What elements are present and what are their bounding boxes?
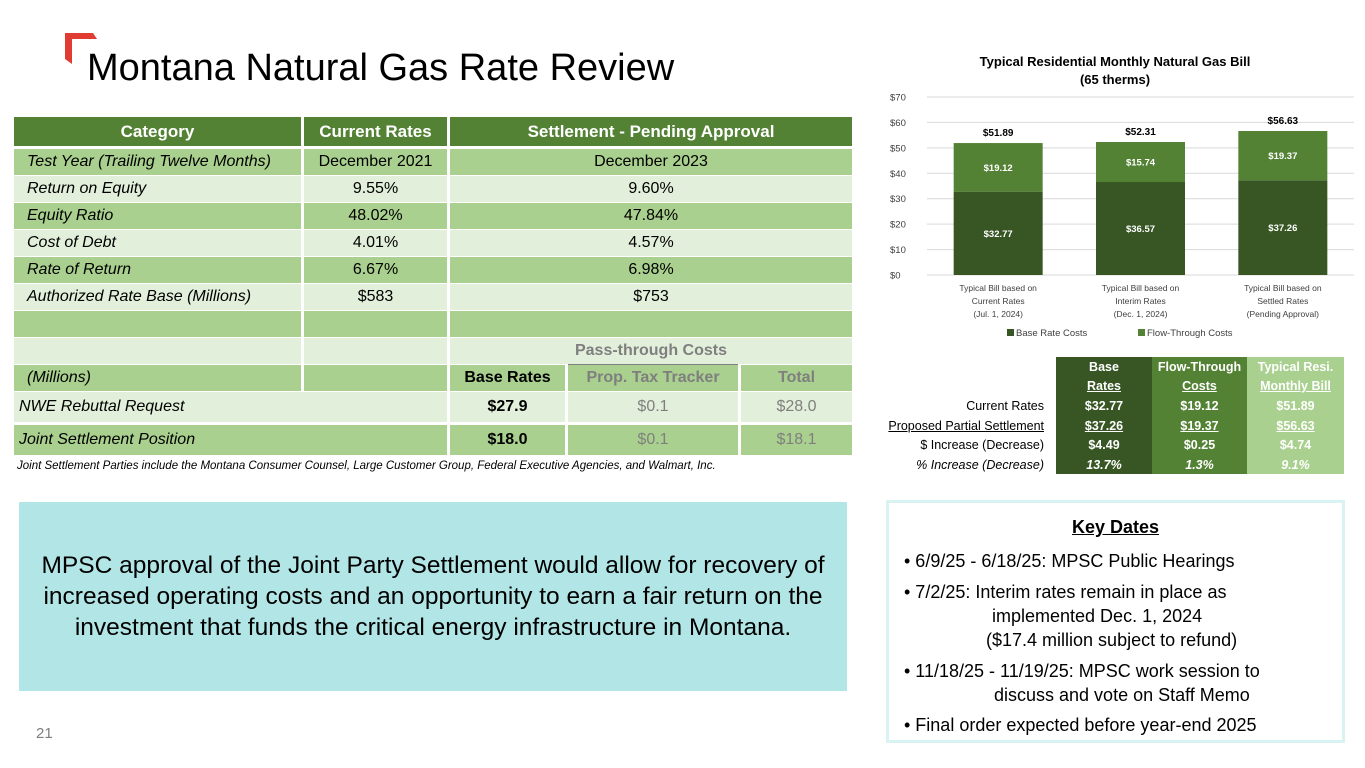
header-current-rates: Current Rates [304, 117, 447, 146]
row-current: 48.02% [304, 203, 447, 229]
key-date-item: • 11/18/25 - 11/19/25: MPSC work session to [904, 661, 1260, 681]
legend-swatch [1138, 329, 1145, 336]
request-label: NWE Rebuttal Request [14, 392, 447, 422]
table-header-row [14, 117, 852, 146]
bar-data-label: $37.26 [1268, 223, 1298, 235]
key-dates-box [886, 500, 1345, 743]
y-tick-label: $50 [890, 143, 906, 155]
x-tick-label: Settled Rates [1257, 296, 1309, 306]
page-title: Montana Natural Gas Rate Review [87, 47, 675, 89]
row-settlement: 6.98% [450, 257, 852, 283]
row-current: December 2021 [304, 149, 447, 175]
request-tracker: $0.1 [568, 425, 738, 455]
settlement-footnote: Joint Settlement Parties include the Montana Consumer Counsel, Large Customer Group, Federal Executive Agencies, and Walmart, Inc. [17, 460, 716, 472]
row-category: Rate of Return [14, 257, 301, 283]
bill-cell: $0.25 [1183, 438, 1216, 452]
bar-total-label: $52.31 [1125, 126, 1156, 138]
bill-chart [870, 50, 1360, 350]
x-tick-label: Current Rates [971, 296, 1025, 306]
callout-text: MPSC approval of the Joint Party Settlement would allow for recovery of increased operating costs and an opportunity to earn a fair return on the investment that funds the critical energy infrastructure in Montana. [41, 552, 825, 641]
legend-label: Flow-Through Costs [1147, 328, 1233, 339]
pass-through-label: Pass-through Costs [450, 338, 852, 364]
row-category: Return on Equity [14, 176, 301, 202]
key-date-item: • Final order expected before year-end 2025 [904, 715, 1257, 735]
request-base: $18.0 [450, 425, 565, 455]
key-date-item-continued: ($17.4 million subject to refund) [986, 630, 1238, 650]
row-current: 4.01% [304, 230, 447, 256]
request-tracker: $0.1 [568, 392, 738, 422]
empty-cell [304, 338, 447, 364]
y-tick-label: $20 [890, 219, 906, 231]
table-row [14, 284, 852, 310]
empty-cell [14, 338, 301, 364]
x-tick-label: Typical Bill based on [1244, 283, 1322, 293]
bill-summary-table [870, 357, 1350, 475]
key-date-item-continued: implemented Dec. 1, 2024 [992, 606, 1203, 626]
bill-cell: $51.89 [1276, 399, 1315, 413]
table-row [14, 203, 852, 229]
table-row [14, 176, 852, 202]
sub-header-prop-tax: Prop. Tax Tracker [568, 365, 738, 391]
x-tick-label: Typical Bill based on [959, 283, 1037, 293]
bill-row-label: $ Increase (Decrease) [920, 438, 1044, 452]
bill-row-label: % Increase (Decrease) [916, 458, 1044, 472]
y-tick-label: $10 [890, 245, 906, 257]
sub-header-base-rates: Base Rates [450, 365, 565, 391]
row-category: Authorized Rate Base (Millions) [14, 284, 301, 310]
empty-cell [304, 311, 447, 337]
legend-swatch [1007, 329, 1014, 336]
table-row [14, 425, 852, 455]
request-total: $18.1 [741, 425, 852, 455]
empty-cell [14, 311, 301, 337]
row-category: Test Year (Trailing Twelve Months) [14, 149, 301, 175]
sub-header-total: Total [741, 365, 852, 391]
row-settlement: 4.57% [450, 230, 852, 256]
row-settlement: $753 [450, 284, 852, 310]
empty-cell [304, 365, 447, 391]
request-base: $27.9 [450, 392, 565, 422]
x-tick-label: (Pending Approval) [1246, 309, 1319, 319]
x-tick-label: Interim Rates [1115, 296, 1166, 306]
row-settlement: 9.60% [450, 176, 852, 202]
y-tick-label: $0 [890, 270, 901, 282]
y-tick-label: $30 [890, 194, 906, 206]
bar-total-label: $56.63 [1267, 115, 1299, 127]
x-tick-label: (Jul. 1, 2024) [973, 309, 1023, 319]
millions-label: (Millions) [14, 365, 301, 391]
row-current: 9.55% [304, 176, 447, 202]
y-tick-label: $60 [890, 117, 906, 129]
header-category: Category [14, 117, 301, 146]
chart-svg [870, 50, 1360, 350]
request-total: $28.0 [741, 392, 852, 422]
key-date-item-continued: discuss and vote on Staff Memo [994, 685, 1250, 705]
bar-total-label: $51.89 [982, 128, 1014, 140]
empty-cell [450, 311, 852, 337]
chart-title: Typical Residential Monthly Natural Gas Bill [979, 54, 1251, 69]
x-tick-label: (Dec. 1, 2024) [1113, 309, 1168, 319]
column-base-rates [1056, 357, 1152, 474]
bar-data-label: $15.74 [1125, 157, 1156, 169]
y-tick-label: $70 [890, 92, 906, 104]
bill-cell: $19.37 [1180, 419, 1219, 433]
col-header-line1: Flow-Through [1157, 360, 1242, 374]
column-flow-through [1152, 357, 1247, 474]
bar-data-label: $32.77 [983, 228, 1013, 240]
table-row [14, 230, 852, 256]
bill-cell: 13.7% [1086, 458, 1122, 472]
bill-cell: 9.1% [1281, 458, 1310, 472]
request-label: Joint Settlement Position [14, 425, 447, 455]
approval-callout [19, 502, 847, 691]
table-row-empty [14, 311, 852, 337]
sub-header-row [14, 365, 852, 391]
bill-cell: $32.77 [1084, 399, 1124, 413]
table-row [14, 257, 852, 283]
bill-cell: 1.3% [1185, 458, 1214, 472]
bill-cell: $56.63 [1276, 419, 1315, 433]
column-typical-bill [1247, 357, 1344, 474]
bar-data-label: $19.37 [1268, 151, 1298, 163]
bill-cell: $4.74 [1279, 438, 1312, 452]
row-current: $583 [304, 284, 447, 310]
bill-cell: $4.49 [1088, 438, 1120, 452]
bill-row-label: Current Rates [966, 399, 1044, 413]
y-tick-label: $40 [890, 168, 906, 180]
legend-label: Base Rate Costs [1016, 328, 1088, 339]
row-category: Equity Ratio [14, 203, 301, 229]
x-tick-label: Typical Bill based on [1101, 283, 1180, 293]
col-header-line2: Costs [1182, 379, 1217, 393]
bar-data-label: $19.12 [983, 162, 1013, 174]
col-header-line2: Rates [1086, 379, 1122, 393]
row-current: 6.67% [304, 257, 447, 283]
bar-data-label: $36.57 [1125, 224, 1156, 236]
chart-subtitle: (65 therms) [1079, 72, 1151, 87]
bill-cell: $37.26 [1084, 419, 1124, 433]
header-settlement: Settlement - Pending Approval [450, 117, 852, 146]
page-number: 21 [36, 725, 53, 742]
table-row [14, 392, 852, 422]
row-settlement: December 2023 [450, 149, 852, 175]
bill-row-label: Proposed Partial Settlement [888, 419, 1044, 433]
row-category: Cost of Debt [14, 230, 301, 256]
key-date-item: • 7/2/25: Interim rates remain in place as [904, 582, 1227, 602]
table-row [14, 149, 852, 175]
row-settlement: 47.84% [450, 203, 852, 229]
col-header-line2: Monthly Bill [1260, 379, 1331, 393]
key-date-item: • 6/9/25 - 6/18/25: MPSC Public Hearings [904, 551, 1235, 571]
col-header-line1: Base [1089, 360, 1119, 374]
pass-through-row [14, 338, 852, 364]
key-dates-title: Key Dates [1071, 517, 1160, 537]
bill-cell: $19.12 [1180, 399, 1219, 413]
col-header-line1: Typical Resi. [1257, 360, 1334, 374]
